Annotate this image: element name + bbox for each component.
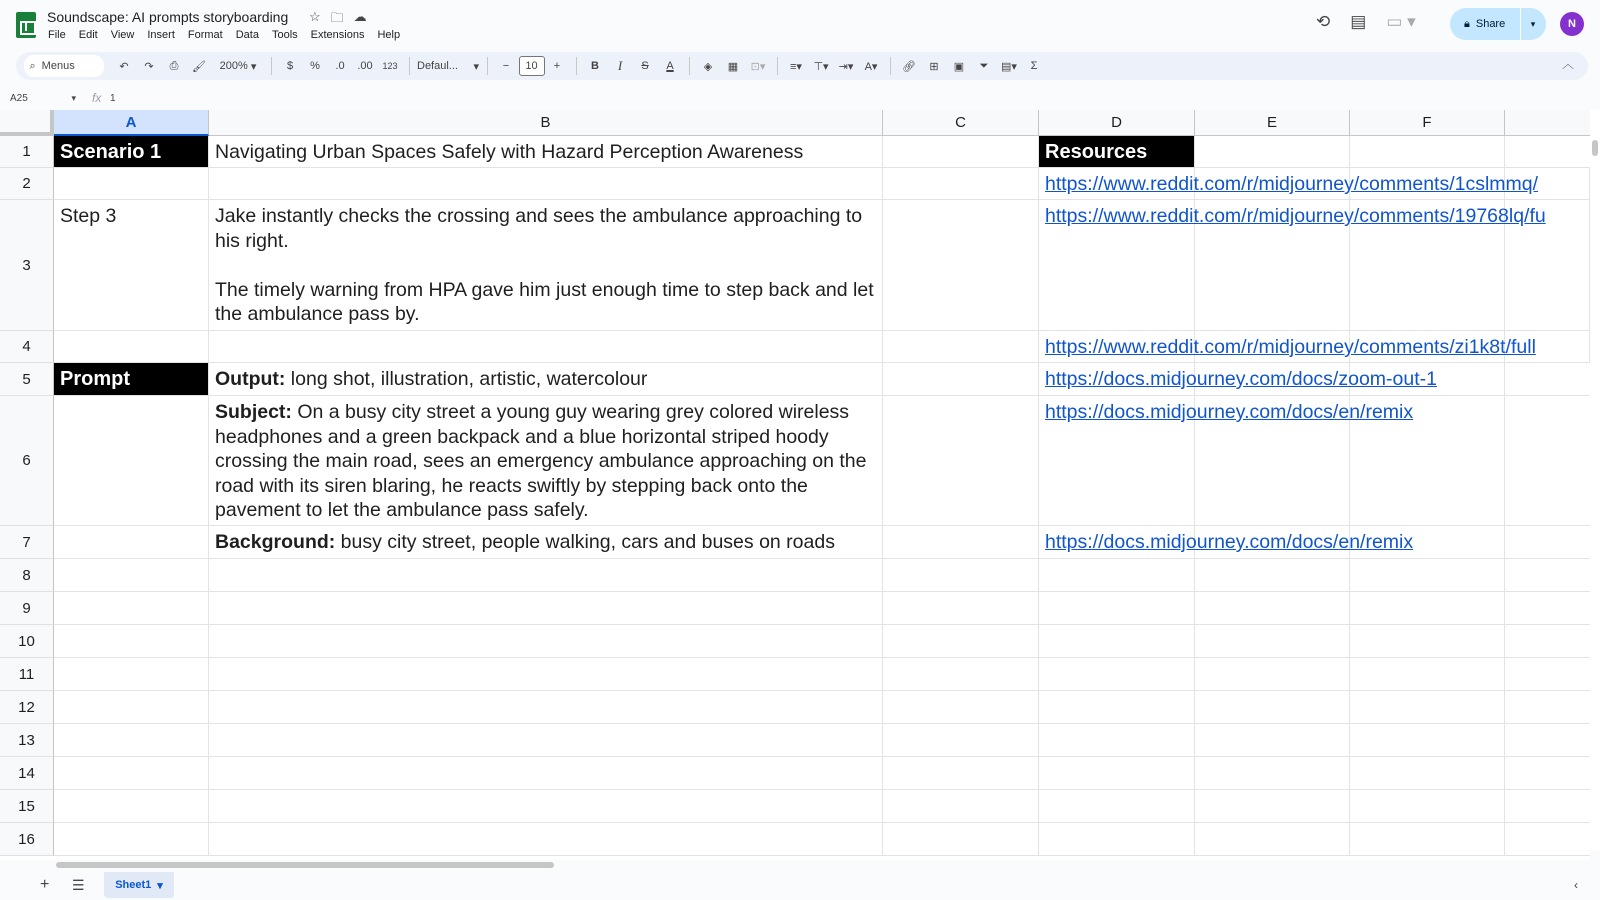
font-value: Defaul... (417, 60, 458, 72)
horizontal-align-icon[interactable]: ≡▾ (790, 60, 802, 73)
empty-cell[interactable] (883, 331, 1039, 363)
empty-cell[interactable] (883, 724, 1039, 757)
filter-views-icon[interactable]: ▤▾ (1001, 60, 1017, 73)
empty-cell[interactable] (1350, 658, 1505, 691)
sheet-tab-active[interactable] (104, 872, 174, 898)
empty-cell[interactable] (209, 592, 883, 625)
empty-cell[interactable] (1039, 691, 1195, 724)
move-folder-icon[interactable]: 🗀 (330, 10, 344, 25)
column-header-c[interactable]: C (883, 110, 1039, 136)
row-header-9[interactable]: 9 (0, 592, 54, 625)
cell-d6-link[interactable]: https://docs.midjourney.com/docs/en/remix (1039, 396, 1505, 526)
vertical-align-icon[interactable]: ⊤▾ (813, 60, 829, 73)
cell-b7[interactable] (209, 526, 883, 559)
header-actions (1316, 12, 1416, 32)
row-header-7[interactable]: 7 (0, 526, 54, 559)
cell-d7-link[interactable]: https://docs.midjourney.com/docs/en/remix (1039, 526, 1505, 559)
empty-cell[interactable] (883, 691, 1039, 724)
row-header-3[interactable]: 3 (0, 200, 54, 331)
empty-cell[interactable] (209, 823, 883, 856)
empty-cell[interactable] (1039, 592, 1195, 625)
empty-cell[interactable] (1350, 823, 1505, 856)
column-header-f[interactable]: F (1350, 110, 1505, 136)
toolbar-separator (409, 57, 410, 75)
empty-cell[interactable] (54, 168, 209, 200)
empty-cell[interactable] (1039, 625, 1195, 658)
name-box[interactable]: A25 ▾ (10, 93, 76, 104)
fx-icon: fx (92, 91, 102, 105)
empty-cell[interactable] (54, 757, 209, 790)
currency-format-button[interactable]: $ (286, 60, 294, 72)
empty-cell[interactable] (883, 823, 1039, 856)
toolbar-separator (576, 57, 577, 75)
menu-file[interactable]: File (48, 29, 66, 41)
menu-edit[interactable]: Edit (78, 29, 98, 41)
decrease-decimal-button[interactable]: .0 (335, 60, 345, 72)
cell-b3-paragraph-2: The timely warning from HPA gave him just enough time to step back and let the ambulance pass by. (215, 278, 874, 325)
percent-format-button[interactable]: % (310, 60, 320, 72)
empty-cell[interactable] (883, 790, 1039, 823)
empty-cell[interactable] (54, 331, 209, 363)
row-header-2[interactable]: 2 (0, 168, 54, 200)
document-title[interactable]: Soundscape: AI prompts storyboarding (47, 9, 289, 25)
subject-text: On a busy city street a young guy wearing grey colored wireless headphones and a green backpack and a blue horizontal striped hoody crossing the main road, sees an emergency ambulance approaching on the road with its siren blaring, he reacts swiftly by stepping back onto the pavement to let the ambulance pass safely. (215, 401, 867, 521)
background-text: busy city street, people walking, cars and buses on roads (335, 531, 835, 553)
cell-b3-paragraph-1: Jake instantly checks the crossing and sees the ambulance approaching to his right. (215, 205, 863, 252)
empty-cell[interactable] (1350, 790, 1505, 823)
column-header-b[interactable]: B (209, 110, 883, 136)
empty-cell[interactable] (1039, 823, 1195, 856)
empty-cell[interactable] (883, 168, 1039, 200)
empty-cell[interactable] (209, 691, 883, 724)
toolbar-separator (777, 57, 778, 75)
empty-cell[interactable] (54, 724, 209, 757)
insert-chart-icon[interactable]: ▣ (953, 60, 965, 73)
row-header-13[interactable]: 13 (0, 724, 54, 757)
empty-cell[interactable] (1195, 625, 1350, 658)
formula-input[interactable]: 1 (110, 92, 116, 104)
empty-cell[interactable] (1195, 559, 1350, 592)
row-header-5[interactable]: 5 (0, 363, 54, 396)
row-header-10[interactable]: 10 (0, 625, 54, 658)
empty-cell[interactable] (1195, 757, 1350, 790)
empty-cell[interactable] (883, 200, 1039, 331)
cell-b3[interactable] (209, 200, 883, 331)
add-sheet-icon[interactable]: + (40, 876, 50, 893)
avatar[interactable]: N (1560, 12, 1584, 36)
search-menus-label: Menus (41, 60, 75, 72)
empty-cell[interactable] (54, 790, 209, 823)
print-icon[interactable]: ⎙ (169, 59, 179, 72)
share-dropdown-icon[interactable]: ▾ (1530, 18, 1536, 29)
decrease-font-size-icon[interactable]: − (502, 60, 510, 72)
empty-cell[interactable] (883, 757, 1039, 790)
cell-a3[interactable]: Step 3 (54, 200, 209, 331)
share-label: Share (1475, 18, 1506, 30)
empty-cell[interactable] (883, 559, 1039, 592)
empty-cell[interactable] (883, 658, 1039, 691)
empty-cell[interactable] (54, 823, 209, 856)
vertical-scrollbar-thumb[interactable] (1592, 140, 1598, 156)
row-header-6[interactable]: 6 (0, 396, 54, 526)
spreadsheet-grid[interactable] (0, 110, 1590, 860)
cell-b5[interactable] (209, 363, 883, 396)
empty-cell[interactable] (1039, 757, 1195, 790)
empty-cell[interactable] (883, 592, 1039, 625)
empty-cell[interactable] (209, 724, 883, 757)
toolbar-separator (689, 57, 690, 75)
sheet-tab-dropdown-icon[interactable]: ▾ (157, 879, 163, 892)
row-header-1[interactable]: 1 (0, 136, 54, 168)
column-header-g[interactable] (1505, 110, 1590, 136)
output-text: long shot, illustration, artistic, watercolour (285, 368, 648, 390)
cell-a1[interactable]: Scenario 1 (54, 136, 209, 168)
empty-cell[interactable] (883, 625, 1039, 658)
empty-cell[interactable] (54, 691, 209, 724)
empty-cell[interactable] (54, 396, 209, 526)
cell-b6[interactable] (209, 396, 883, 526)
share-button[interactable] (1450, 8, 1546, 40)
font-size-input[interactable]: 10 (519, 56, 545, 76)
empty-cell[interactable] (1195, 724, 1350, 757)
empty-cell[interactable] (1195, 136, 1350, 168)
cell-d4-link[interactable]: https://www.reddit.com/r/midjourney/comments/zi1k8t/full (1039, 331, 1590, 363)
cell-a5[interactable]: Prompt (54, 363, 209, 396)
italic-icon[interactable]: I (617, 58, 623, 73)
empty-cell[interactable] (1350, 724, 1505, 757)
paint-format-icon[interactable]: 🖌︎ (192, 60, 206, 73)
meet-icon[interactable]: ▭ ▾ (1386, 12, 1416, 31)
filter-icon[interactable]: ⏷ (979, 59, 989, 72)
menu-extensions[interactable]: Extensions (310, 29, 365, 41)
increase-font-size-icon[interactable]: + (553, 60, 561, 72)
sheets-logo-icon[interactable] (16, 12, 36, 38)
all-sheets-icon[interactable]: ☰ (72, 876, 85, 893)
output-label: Output: (215, 368, 286, 390)
toolbar-separator (487, 57, 488, 75)
empty-cell[interactable] (1505, 823, 1590, 856)
select-all-corner[interactable] (0, 110, 54, 136)
side-panel-toggle-icon[interactable]: ‹ (1574, 878, 1578, 892)
empty-cell[interactable] (1505, 526, 1590, 559)
zoom-select[interactable]: 200% ▾ (219, 60, 257, 73)
empty-cell[interactable] (54, 559, 209, 592)
increase-decimal-button[interactable]: .00 (357, 60, 373, 72)
empty-cell[interactable] (54, 526, 209, 559)
text-rotation-icon[interactable]: A▾ (864, 60, 878, 73)
empty-cell[interactable] (209, 790, 883, 823)
empty-cell[interactable] (1505, 691, 1590, 724)
insert-comment-icon[interactable]: ⊞ (929, 60, 939, 73)
empty-cell[interactable] (883, 363, 1039, 396)
cell-b3-spacer (215, 253, 876, 278)
empty-cell[interactable] (1039, 559, 1195, 592)
empty-cell[interactable] (1350, 625, 1505, 658)
cell-d3-link[interactable]: https://www.reddit.com/r/midjourney/comments/19768lq/fu (1039, 200, 1590, 331)
zoom-value: 200% (219, 60, 248, 72)
empty-cell[interactable] (1505, 625, 1590, 658)
column-header-d[interactable]: D (1039, 110, 1195, 136)
empty-cell[interactable] (883, 526, 1039, 559)
vertical-scrollbar-track[interactable] (1590, 110, 1600, 850)
subject-label: Subject: (215, 401, 292, 423)
search-menus[interactable] (24, 55, 104, 77)
row-header-12[interactable]: 12 (0, 691, 54, 724)
empty-cell[interactable] (54, 592, 209, 625)
column-header-e[interactable]: E (1195, 110, 1350, 136)
empty-cell[interactable] (1505, 757, 1590, 790)
menu-format[interactable]: Format (187, 29, 223, 41)
fill-color-icon[interactable]: ◈ (703, 60, 713, 73)
column-header-a[interactable]: A (54, 110, 209, 136)
version-history-icon[interactable]: ⟲ (1316, 12, 1331, 31)
empty-cell[interactable] (209, 559, 883, 592)
font-select[interactable]: Defaul... ▾ (417, 60, 479, 73)
row-header-14[interactable]: 14 (0, 757, 54, 790)
empty-cell[interactable] (883, 396, 1039, 526)
row-header-11[interactable]: 11 (0, 658, 54, 691)
row-header-16[interactable]: 16 (0, 823, 54, 856)
empty-cell[interactable] (1505, 658, 1590, 691)
row-header-15[interactable]: 15 (0, 790, 54, 823)
text-wrapping-icon[interactable]: ⇥▾ (838, 60, 854, 73)
horizontal-scrollbar-thumb[interactable] (56, 862, 554, 868)
empty-cell[interactable] (209, 757, 883, 790)
empty-cell[interactable] (1505, 592, 1590, 625)
empty-cell[interactable] (1350, 757, 1505, 790)
strikethrough-icon[interactable]: S (641, 60, 649, 72)
empty-cell[interactable] (883, 136, 1039, 168)
sheet-tabs-bar (0, 870, 1600, 900)
toolbar-separator (890, 57, 891, 75)
empty-cell[interactable] (1505, 790, 1590, 823)
bold-icon[interactable]: B (591, 60, 599, 72)
search-icon: ⌕ (29, 59, 36, 72)
empty-cell[interactable] (1195, 790, 1350, 823)
row-header-4[interactable]: 4 (0, 331, 54, 363)
empty-cell[interactable] (1350, 559, 1505, 592)
number-format-button[interactable]: 123 (382, 61, 398, 71)
title-bar (0, 0, 1600, 48)
empty-cell[interactable] (1195, 658, 1350, 691)
empty-cell[interactable] (1039, 790, 1195, 823)
comments-icon[interactable]: ▤ (1350, 12, 1367, 31)
insert-link-icon[interactable]: 🔗︎ (902, 60, 916, 73)
cell-d2-link[interactable]: https://www.reddit.com/r/midjourney/comments/1cslmmq/ (1039, 168, 1590, 200)
redo-icon[interactable]: ↷ (144, 60, 154, 73)
toolbar (16, 52, 1588, 80)
collapse-toolbar-icon[interactable]: ︿ (1561, 57, 1574, 71)
text-color-icon[interactable]: A (666, 60, 674, 72)
menu-bar (48, 29, 400, 41)
menu-insert[interactable]: Insert (147, 29, 175, 41)
star-icon[interactable]: ☆ (309, 9, 321, 24)
lock-icon: 🔒︎ (1464, 17, 1470, 30)
empty-cell[interactable] (1505, 724, 1590, 757)
empty-cell[interactable] (1350, 691, 1505, 724)
sheet-tab-label: Sheet1 (115, 879, 152, 891)
merge-cells-icon[interactable]: ⊡▾ (750, 60, 766, 73)
cell-d5-link[interactable]: https://docs.midjourney.com/docs/zoom-out-1 (1039, 363, 1505, 396)
empty-cell[interactable] (1350, 136, 1505, 168)
empty-cell[interactable] (209, 658, 883, 691)
cell-d1[interactable]: Resources (1039, 136, 1195, 168)
title-actions (309, 9, 367, 31)
empty-cell[interactable] (54, 658, 209, 691)
empty-cell[interactable] (1039, 724, 1195, 757)
empty-cell[interactable] (1505, 136, 1590, 168)
formula-bar (0, 86, 1600, 110)
row-header-8[interactable]: 8 (0, 559, 54, 592)
empty-cell[interactable] (1195, 592, 1350, 625)
empty-cell[interactable] (209, 625, 883, 658)
functions-icon[interactable]: Σ (1030, 60, 1038, 72)
background-label: Background: (215, 531, 336, 553)
empty-cell[interactable] (1039, 658, 1195, 691)
empty-cell[interactable] (209, 168, 883, 200)
empty-cell[interactable] (1505, 396, 1590, 526)
menu-help[interactable]: Help (377, 29, 401, 41)
empty-cell[interactable] (209, 331, 883, 363)
menu-tools[interactable]: Tools (271, 29, 298, 41)
empty-cell[interactable] (1195, 691, 1350, 724)
toolbar-separator (271, 57, 272, 75)
menu-data[interactable]: Data (235, 29, 259, 41)
share-main[interactable] (1450, 18, 1520, 31)
menu-view[interactable]: View (110, 29, 135, 41)
empty-cell[interactable] (1505, 559, 1590, 592)
undo-icon[interactable]: ↶ (119, 60, 129, 73)
borders-icon[interactable]: ▦ (727, 60, 739, 73)
empty-cell[interactable] (54, 625, 209, 658)
cell-b1[interactable]: Navigating Urban Spaces Safely with Hazard Perception Awareness (209, 136, 883, 168)
empty-cell[interactable] (1505, 363, 1590, 396)
cloud-status-icon[interactable]: ☁ (353, 9, 367, 24)
empty-cell[interactable] (1350, 592, 1505, 625)
empty-cell[interactable] (1195, 823, 1350, 856)
